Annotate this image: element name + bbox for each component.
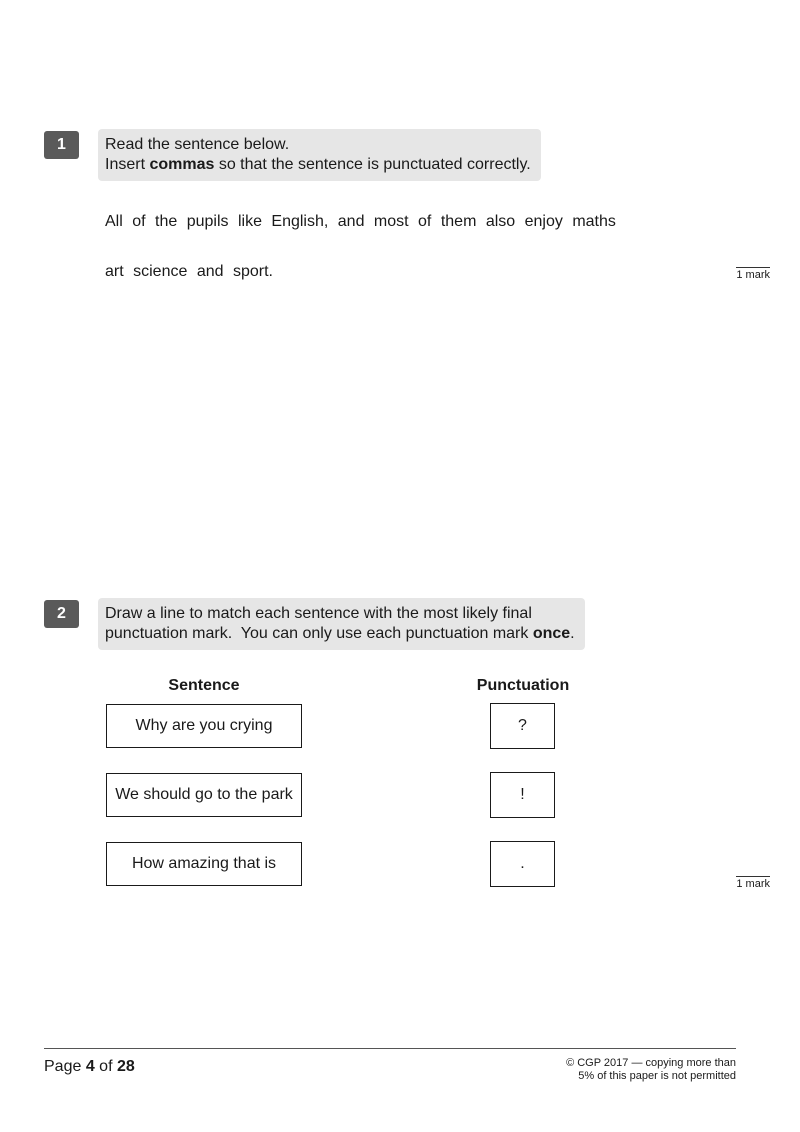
page-of: of [94,1058,117,1075]
question-2-instruction-line-1: Draw a line to match each sentence with the most likely final [105,605,532,622]
question-2-instruction-line-2 [105,624,575,644]
copyright-notice [566,1057,736,1083]
question-1-instruction [98,129,541,181]
punctuation-column-header: Punctuation [476,677,570,694]
page-prefix: Page [44,1058,86,1075]
question-2-number: 2 [44,600,79,628]
page-number [44,1058,135,1076]
question-2-mark-allocation: 1 mark [736,878,770,890]
copyright-line-2: 5% of this paper is not permitted [578,1070,736,1082]
page-total: 28 [116,1058,135,1075]
punctuation-box[interactable]: . [490,841,555,887]
copyright-line-1: © CGP 2017 — copying more than [566,1057,736,1069]
punctuation-box[interactable]: ! [490,772,555,818]
sentence-box[interactable]: How amazing that is [106,842,302,886]
page-current: 4 [85,1058,95,1075]
sentence-box[interactable]: We should go to the park [106,773,302,817]
instruction-emphasis: commas [149,156,215,173]
punctuation-box[interactable]: ? [490,703,555,749]
question-1-instruction-line-2 [105,155,531,175]
question-1-mark-allocation: 1 mark [736,269,770,281]
instruction-text: punctuation mark. You can only use each punctuation mark [105,625,533,642]
sentence-box[interactable]: Why are you crying [106,704,302,748]
sentence-column-header: Sentence [168,677,240,694]
question-2-instruction [98,598,585,650]
footer-divider [44,1048,736,1049]
instruction-emphasis: once [532,625,571,642]
instruction-text: so that the sentence is punctuated correctly. [214,156,531,173]
question-1-sentence-line-1: All of the pupils like English, and most of them also enjoy maths [105,213,616,230]
question-1-sentence-line-2: art science and sport. [105,263,273,280]
instruction-text: Insert [105,156,150,173]
question-1-number: 1 [44,131,79,159]
instruction-text: . [570,625,575,642]
question-1-instruction-line-1: Read the sentence below. [105,136,290,153]
